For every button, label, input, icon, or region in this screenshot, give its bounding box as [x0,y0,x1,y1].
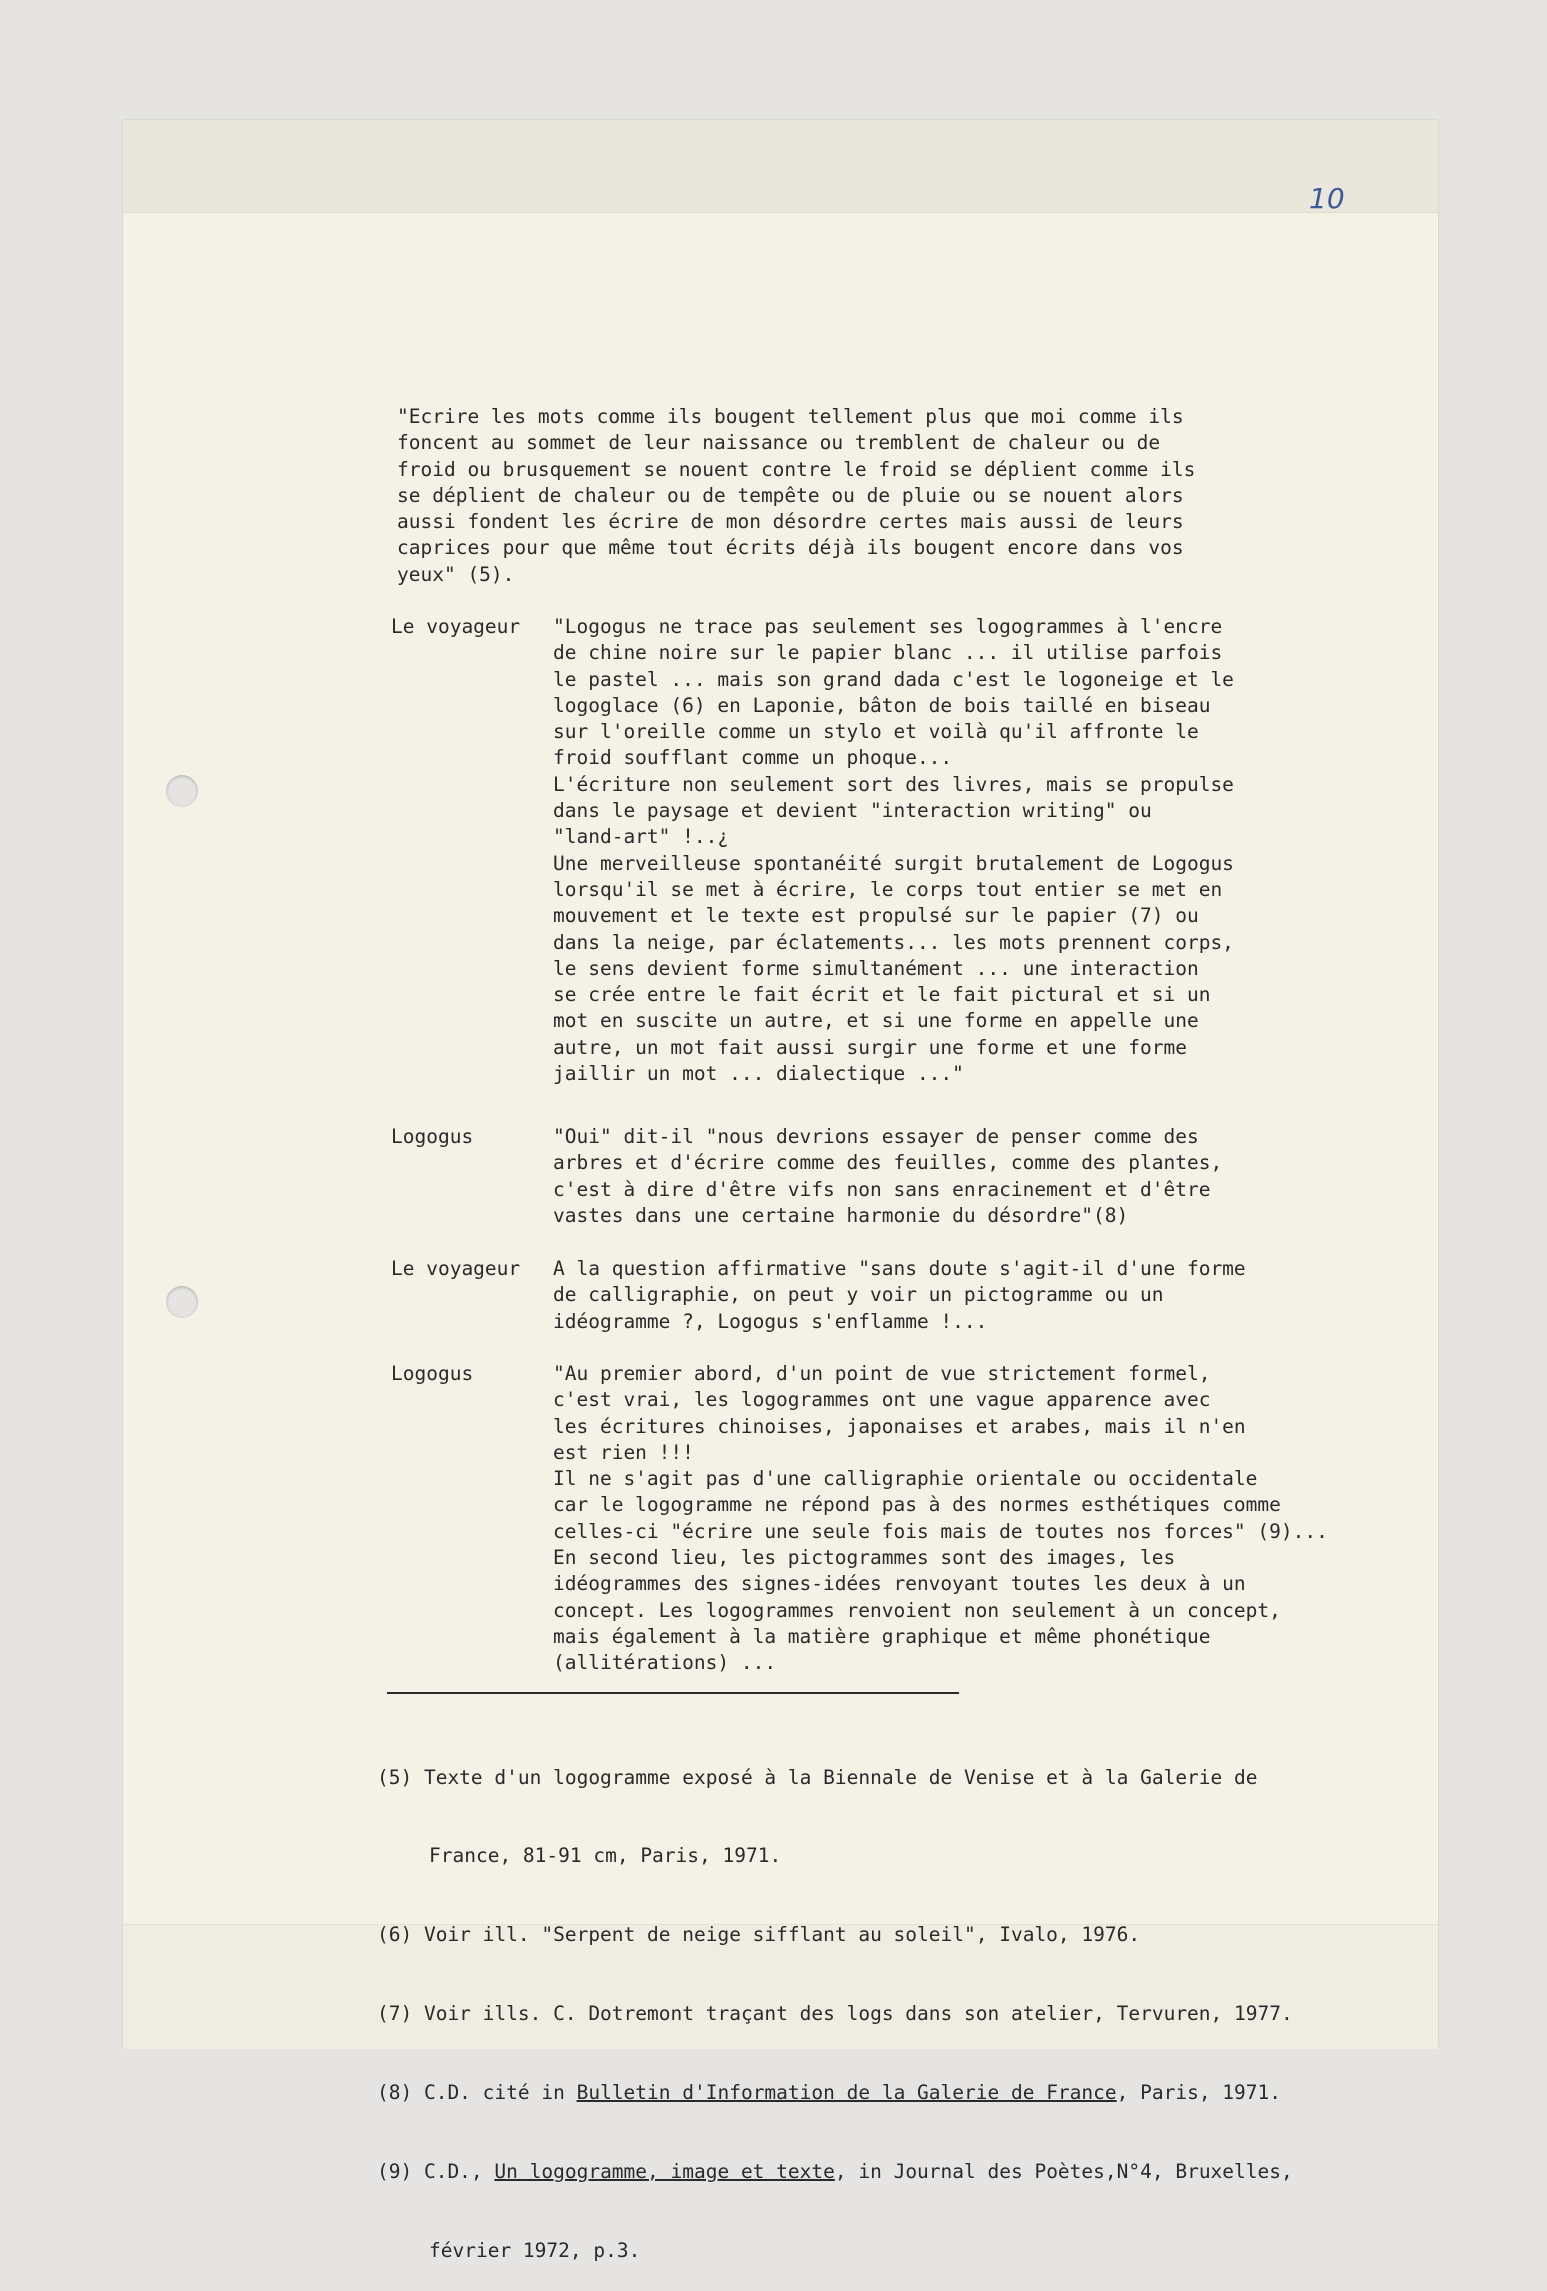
speech-line: le sens devient forme simultanément ... une interaction [553,956,1199,980]
intro-line: yeux" (5). [397,562,515,586]
footnote-9 [377,2159,1293,2185]
speech-text [553,1361,1328,1677]
speech-line: (allitérations) ... [553,1651,777,1675]
speech-line: mouvement et le texte est propulsé sur le papier (7) ou [553,904,1199,928]
intro-line: se déplient de chaleur ou de tempête ou de pluie ou se nouent alors [397,483,1184,507]
footnote-8 [377,2080,1293,2106]
speech-line: c'est à dire d'être vifs non sans enracinement et d'être [553,1177,1211,1201]
speech-line: mais également à la matière graphique et même phonétique [553,1624,1211,1648]
speech-line: les écritures chinoises, japonaises et arabes, mais il n'en [553,1414,1246,1438]
speaker-label: Logogus [391,1125,474,1148]
speech-line: dans la neige, par éclatements... les mots prennent corps, [553,930,1234,954]
speech-line: autre, un mot fait aussi surgir une forme et une forme [553,1035,1187,1059]
page-number: 10 [1309,182,1345,215]
speech-line: "Logogus ne trace pas seulement ses logogrammes à l'encre [553,615,1223,638]
speech-line: "Oui" dit-il "nous devrions essayer de penser comme des [553,1125,1199,1148]
footnote-7: (7) Voir ills. C. Dotremont traçant des logs dans son atelier, Tervuren, 1977. [377,2002,1293,2026]
speaker-label: Logogus [391,1362,474,1385]
footnote-8-prefix: (8) C.D. cité in [377,2081,577,2105]
speech-line: de chine noire sur le papier blanc ... il utilise parfois [553,641,1223,665]
footnote-8-suffix: , Paris, 1971. [1116,2081,1282,2105]
speech-text [553,614,1234,1087]
speech-text [553,1256,1246,1335]
speech-line: "Au premier abord, d'un point de vue strictement formel, [553,1362,1211,1385]
intro-line: froid ou brusquement se nouent contre le froid se déplient comme ils [397,457,1196,481]
speech-line: En second lieu, les pictogrammes sont des images, les [553,1546,1176,1570]
speech-line: froid soufflant comme un phoque... [553,746,953,770]
speech-line: Il ne s'agit pas d'une calligraphie orientale ou occidentale [553,1467,1258,1491]
footnote-9-prefix: (9) C.D., [377,2160,495,2184]
intro-line: "Ecrire les mots comme ils bougent tellement plus que moi comme ils [397,405,1184,428]
intro-line: caprices pour que même tout écrits déjà ils bougent encore dans vos [397,536,1184,560]
footnote-8-title: Bulletin d'Information de la Galerie de France [576,2081,1117,2105]
speech-line: arbres et d'écrire comme des feuilles, comme des plantes, [553,1151,1223,1175]
speech-line: lorsqu'il se met à écrire, le corps tout entier se met en [553,877,1223,901]
speech-line: le pastel ... mais son grand dada c'est le logoneige et le [553,667,1234,691]
speech-line: vastes dans une certaine harmonie du désordre"(8) [553,1203,1129,1227]
speech-text [553,1124,1222,1229]
top-shadow-band [123,120,1438,213]
speech-line: idéogramme ?, Logogus s'enflamme !... [553,1309,988,1333]
intro-line: foncent au sommet de leur naissance ou tremblent de chaleur ou de [397,431,1161,455]
speaker-label: Le voyageur [391,615,521,638]
footnote-6: (6) Voir ill. "Serpent de neige sifflant au soleil", Ivalo, 1976. [377,1923,1141,1947]
speech-line: logoglace (6) en Laponie, bâton de bois taillé en biseau [553,693,1211,717]
speech-line: celles-ci "écrire une seule fois mais de toutes nos forces" (9)... [553,1519,1328,1543]
speech-line: L'écriture non seulement sort des livres, mais se propulse [553,772,1234,796]
speech-line: "land-art" !..¿ [553,825,730,849]
footnote-9-suffix: , in Journal des Poètes,N°4, Bruxelles, [834,2160,1293,2184]
punch-hole-icon [166,1286,198,1318]
footnote-5: (5) Texte d'un logogramme exposé à la Biennale de Venise et à la Galerie de [377,1765,1258,1789]
footnotes [377,1712,1293,2291]
speech-line: A la question affirmative "sans doute s'agit-il d'une forme [553,1257,1246,1280]
speech-line: Une merveilleuse spontanéité surgit brutalement de Logogus [553,851,1234,875]
speech-line: mot en suscite un autre, et si une forme en appelle une [553,1009,1199,1033]
speech-line: se crée entre le fait écrit et le fait pictural et si un [553,983,1211,1007]
punch-hole-icon [166,775,198,807]
speech-line: dans le paysage et devient "interaction writing" ou [553,799,1152,823]
speaker-label: Le voyageur [391,1257,521,1280]
footnote-9-cont: février 1972, p.3. [429,2238,641,2262]
speech-line: jaillir un mot ... dialectique ..." [553,1062,964,1086]
footnote-5-cont: France, 81-91 cm, Paris, 1971. [429,1844,782,1868]
footnote-9-title: Un logogramme, image et texte [494,2160,835,2184]
speech-line: est rien !!! [553,1440,694,1464]
speech-line: car le logogramme ne répond pas à des normes esthétiques comme [553,1493,1281,1517]
speech-line: idéogrammes des signes-idées renvoyant toutes les deux à un [553,1572,1246,1596]
speech-line: c'est vrai, les logogrammes ont une vague apparence avec [553,1388,1211,1412]
speech-line: concept. Les logogrammes renvoient non seulement à un concept, [553,1598,1281,1622]
intro-quote [397,404,1195,588]
intro-line: aussi fondent les écrire de mon désordre certes mais aussi de leurs [397,510,1184,534]
speech-line: sur l'oreille comme un stylo et voilà qu'il affronte le [553,720,1199,744]
speech-line: de calligraphie, on peut y voir un pictogramme ou un [553,1283,1164,1307]
footnote-rule [387,1692,959,1694]
